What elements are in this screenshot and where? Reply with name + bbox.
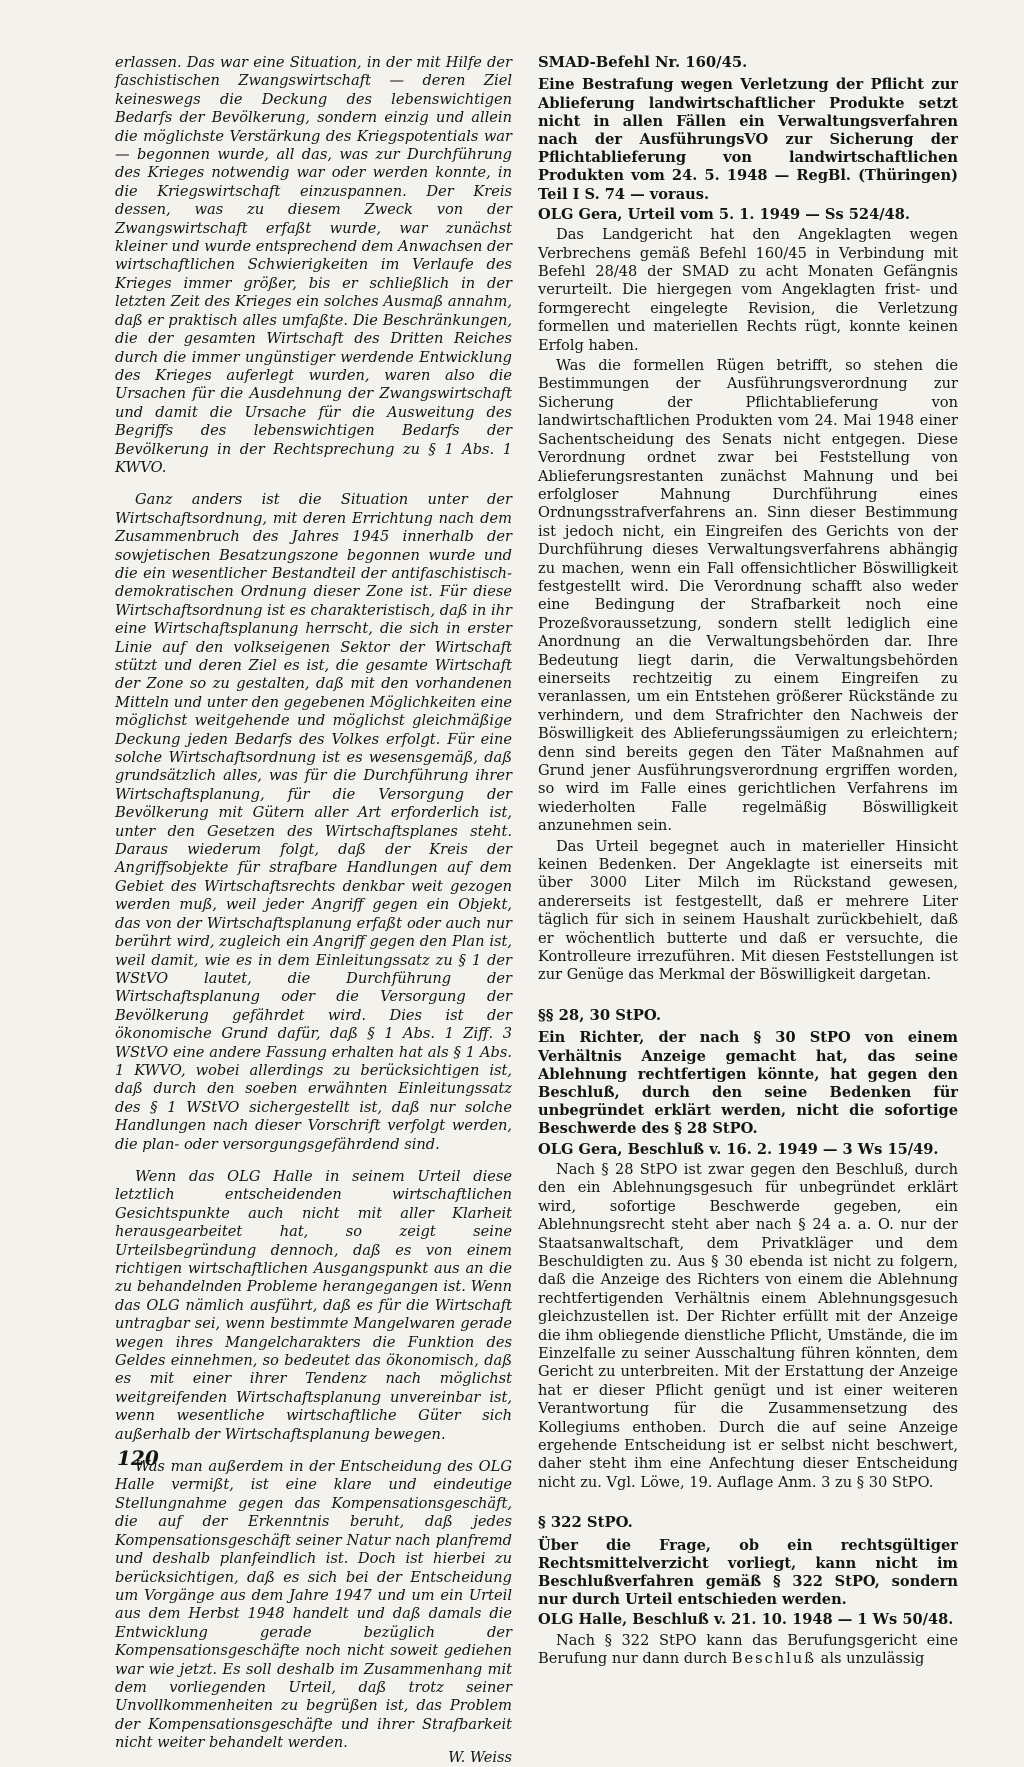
case1-court-citation: OLG Gera, Urteil vom 5. 1. 1949 — Ss 524/48. [538, 205, 910, 223]
case2-court-citation: OLG Gera, Beschluß v. 16. 2. 1949 — 3 Ws 15/49. [538, 1140, 939, 1158]
case1-headnote: Eine Bestrafung wegen Verletzung der Pflicht zur Ablieferung landwirtschaftlicher Produkte setzt nicht in allen Fällen ein Verwaltungsverfahren nach der AusführungsVO zur Sicherung der Pflichtablieferung von landwirtschaftlichen Produkten vom 24. 5. 1948 — RegBl. (Thüringen) Teil I S. 74 — voraus. [538, 76, 958, 203]
case3-paragraph-1 [538, 1632, 958, 1669]
case2-paragraph-1: Nach § 28 StPO ist zwar gegen den Beschluß, durch den ein Ablehnungsgesuch für unbegründet erklärt wird, sofortige Beschwerde gegeben, ein Ablehnungsrecht steht aber nach § 24 a. a. O. nur der Staatsanwaltschaft, dem Privatkläger und dem Beschuldigten zu. Aus § 30 ebenda ist nicht zu folgern, daß die Anzeige des Richters von einem die Ablehnung rechtfertigenden Verhältnis einem Ablehnungsgesuch gleichzustellen ist. Der Richter erfüllt mit der Anzeige die ihm obliegende dienstliche Pflicht, Umstände, die im Einzelfalle zu seiner Ausschaltung führen könnten, dem Gericht zu unterbreiten. Mit der Erstattung der Anzeige hat er dieser Pflicht genügt und ist einer weiteren Verantwortung für die Zusammensetzung des Kollegiums enthoben. Durch die auf seine Anzeige ergehende Entscheidung ist er selbst nicht beschwert, daher steht ihm eine Anfechtung dieser Entscheidung nicht zu. Vgl. Löwe, 19. Auflage Anm. 3 zu § 30 StPO. [538, 1160, 958, 1491]
page-number: 120 [117, 1446, 159, 1470]
case1-paragraph-3: Das Urteil begegnet auch in materieller Hinsicht keinen Bedenken. Der Angeklagte ist einerseits mit über 3000 Liter Milch im Rückstand gewesen, andererseits ist festgestellt, daß er mehrere Liter täglich für sich in seinem Haushalt zurückbehielt, daß er wöchentlich butterte und daß er versuchte, die Kontrolleure irrezuführen. Mit diesen Feststellungen ist zur Genüge das Merkmal der Böswilligkeit dargetan. [538, 837, 958, 984]
case1-section-heading: SMAD-Befehl Nr. 160/45. [538, 54, 748, 71]
case3-text-after: als unzulässig [816, 1650, 925, 1668]
left-paragraph-1: erlassen. Das war eine Situation, in der mit Hilfe der faschistischen Zwangswirtschaft — deren Ziel keineswegs die Deckung des lebenswichtigen Bedarfs der Bevölkerung, sondern einzig und allein die möglichste Verstärkung des Kriegspotentials war — begonnen wurde, all das, was zur Durchführung des Krieges notwendig war oder werden konnte, in die Kriegswirtschaft einzuspannen. Der Kreis dessen, was zu diesem Zweck von der Zwangswirtschaft erfaßt wurde, war zunächst kleiner und wurde entsprechend dem Anwachsen der wirtschaftlichen Schwierigkeiten im Verlaufe des Krieges immer größer, bis er schließlich in der letzten Zeit des Krieges ein solches Ausmaß annahm, daß er praktisch alles umfaßte. Die Beschränkungen, die der gesamten Wirtschaft des Dritten Reiches durch die immer ungünstiger werdende Entwicklung des Krieges auferlegt wurden, waren also die Ursachen für die Ausdehnung der Zwangswirtschaft und damit die Ursache für die Ausweitung des Begriffs des lebenswichtigen Bedarfs der Bevölkerung in der Rechtsprechung zu § 1 Abs. 1 KWVO. [115, 54, 512, 476]
case1-paragraph-2: Was die formellen Rügen betrifft, so stehen die Bestimmungen der Ausführungsverordnung zur Sicherung der Pflichtablieferung von landwirtschaftlichen Produkten vom 24. Mai 1948 einer Sachentscheidung des Senats nicht entgegen. Diese Verordnung ordnet zwar bei Feststellung von Ablieferungsrestanten zunächst Mahnung und bei erfolgloser Mahnung Durchführung eines Ordnungsstrafverfahrens an. Sinn dieser Bestimmung ist jedoch nicht, ein Eingreifen des Gerichts von der Durchführung dieses Verwaltungsverfahrens abhängig zu machen, wenn ein Fall offensichtlicher Böswilligkeit festgestellt wird. Die Verordnung schafft also weder eine Bedingung der Strafbarkeit noch eine Prozeßvoraussetzung, sondern stellt lediglich eine Anordnung an die Verwaltungsbehörden dar. Ihre Bedeutung liegt darin, die Verwaltungsbehörden einerseits rechtzeitig zu einem Eingreifen zu veranlassen, um ein Entstehen größerer Rückstände zu verhindern, und dem Strafrichter den Nachweis der Böswilligkeit des Ablieferungssäumigen zu erleichtern; denn sind bereits gegen den Täter Maßnahmen auf Grund jener Ausführungsverordnung ergriffen worden, so wird im Falle eines gerichtlichen Verfahrens im wiederholten Falle regelmäßig Böswilligkeit anzunehmen sein. [538, 357, 958, 835]
left-column [115, 54, 512, 1767]
section-divider-space [538, 985, 958, 1007]
case2-section-heading: §§ 28, 30 StPO. [538, 1006, 662, 1024]
case3-spaced-word: Beschluß [731, 1650, 816, 1668]
right-column [538, 54, 958, 1669]
author-signature: W. Weiss [448, 1748, 512, 1766]
left-paragraph-3: Wenn das OLG Halle in seinem Urteil diese letztlich entscheidenden wirtschaftlichen Gesichtspunkte auch nicht mit aller Klarheit herausgearbeitet hat, so zeigt seine Urteilsbegründung dennoch, daß es von einem richtigen wirtschaftlichen Ausgangspunkt aus an die zu behandelnden Probleme herangegangen ist. Wenn das OLG nämlich ausführt, daß es für die Wirtschaft untragbar sei, wenn bestimmte Mangelwaren gerade wegen ihres Mangelcharakters die Funktion des Geldes einnehmen, so bedeutet das ökonomisch, daß es mit einer ihrer Tendenz nach möglichst weitgreifenden Wirtschaftsplanung unvereinbar ist, wenn wesentliche wirtschaftliche Güter sich außerhalb der Wirtschaftsplanung bewegen. [115, 1167, 512, 1443]
case3-court-citation: OLG Halle, Beschluß v. 21. 10. 1948 — 1 Ws 50/48. [538, 1611, 954, 1629]
case3-headnote: Über die Frage, ob ein rechtsgültiger Rechtsmittelverzicht vorliegt, kann nicht im Beschlußverfahren gemäß § 322 StPO, sondern nur durch Urteil entschieden werden. [538, 1536, 958, 1609]
case2-headnote: Ein Richter, der nach § 30 StPO von einem Verhältnis Anzeige gemacht hat, das seine Ablehnung rechtfertigen könnte, hat gegen den Beschluß, durch den seine Bedenken für unbegründet erklärt werden, nicht die sofortige Beschwerde des § 28 StPO. [538, 1029, 958, 1138]
case1-paragraph-1: Das Landgericht hat den Angeklagten wegen Verbrechens gemäß Befehl 160/45 in Verbindung mit Befehl 28/48 der SMAD zu acht Monaten Gefängnis verurteilt. Die hiergegen vom Angeklagten frist- und formgerecht eingelegte Revision, die Verletzung formellen und materiellen Rechts rügt, konnte keinen Erfolg haben. [538, 226, 958, 354]
case3-section-heading: § 322 StPO. [538, 1514, 633, 1532]
case3-text-before: Nach § 322 StPO kann das Berufungsgericht eine Berufung nur dann durch [538, 1631, 958, 1668]
left-paragraph-4: Was man außerdem in der Entscheidung des OLG Halle vermißt, ist eine klare und eindeutige Stellungnahme gegen das Kompensationsgeschäft, die auf der Erkenntnis beruht, daß jedes Kompensationsgeschäft seiner Natur nach planfremd und deshalb planfeindlich ist. Doch ist hierbei zu berücksichtigen, daß es sich bei der Entscheidung um Vorgänge aus dem Jahre 1947 und um ein Urteil aus dem Herbst 1948 handelt und daß damals die Entwicklung gerade bezüglich der Kompensationsgeschäfte noch nicht soweit gediehen war wie jetzt. Es soll deshalb im Zusammenhang mit dem vorliegenden Urteil, daß trotz seiner Unvollkommenheiten zu begrüßen ist, das Problem der Kompensationsgeschäfte und ihrer Strafbarkeit nicht weiter behandelt werden. [115, 1458, 512, 1752]
left-paragraph-2: Ganz anders ist die Situation unter der Wirtschaftsordnung, mit deren Errichtung nach dem Zusammenbruch des Jahres 1945 innerhalb der sowjetischen Besatzungszone begonnen wurde und die ein wesentlicher Bestandteil der antifaschistisch-demokratischen Ordnung dieser Zone ist. Für diese Wirtschaftsordnung ist es charakteristisch, daß in ihr eine Wirtschaftsplanung herrscht, die sich in erster Linie auf den volkseigenen Sektor der Wirtschaft stützt und deren Ziel es ist, die gesamte Wirtschaft der Zone so zu gestalten, daß mit den vorhandenen Mitteln und unter den gegebenen Möglichkeiten eine möglichst weitgehende und möglichst gleichmäßige Deckung jeden Bedarfs des Volkes erfolgt. Für eine solche Wirtschaftsordnung ist es wesensgemäß, daß grundsätzlich alles, was für die Durchführung ihrer Wirtschaftsplanung, für die Versorgung der Bevölkerung mit Gütern aller Art erforderlich ist, unter den Gesetzen des Wirtschaftsplanes steht. Daraus wiederum folgt, daß der Kreis der Angriffsobjekte für strafbare Handlungen auf dem Gebiet des Wirtschaftsrechts denkbar weit gezogen werden muß, weil jeder Angriff gegen ein Objekt, das von der Wirtschaftsplanung erfaßt oder auch nur berührt wird, zugleich ein Angriff gegen den Plan ist, weil damit, wie es in dem Einleitungssatz zu § 1 der WStVO lautet, die Durchführung der Wirtschaftsplanung oder die Versorgung der Bevölkerung gefährdet wird. Dies ist der ökonomische Grund dafür, daß § 1 Abs. 1 Ziff. 3 WStVO eine andere Fassung erhalten hat als § 1 Abs. 1 KWVO, wobei allerdings zu berücksichtigen ist, daß durch den soeben erwähnten Einleitungssatz des § 1 WStVO sichergestellt ist, daß nur solche Handlungen nach dieser Vorschrift verfolgt werden, die plan- oder versorgungsgefährdend sind. [115, 491, 512, 1153]
